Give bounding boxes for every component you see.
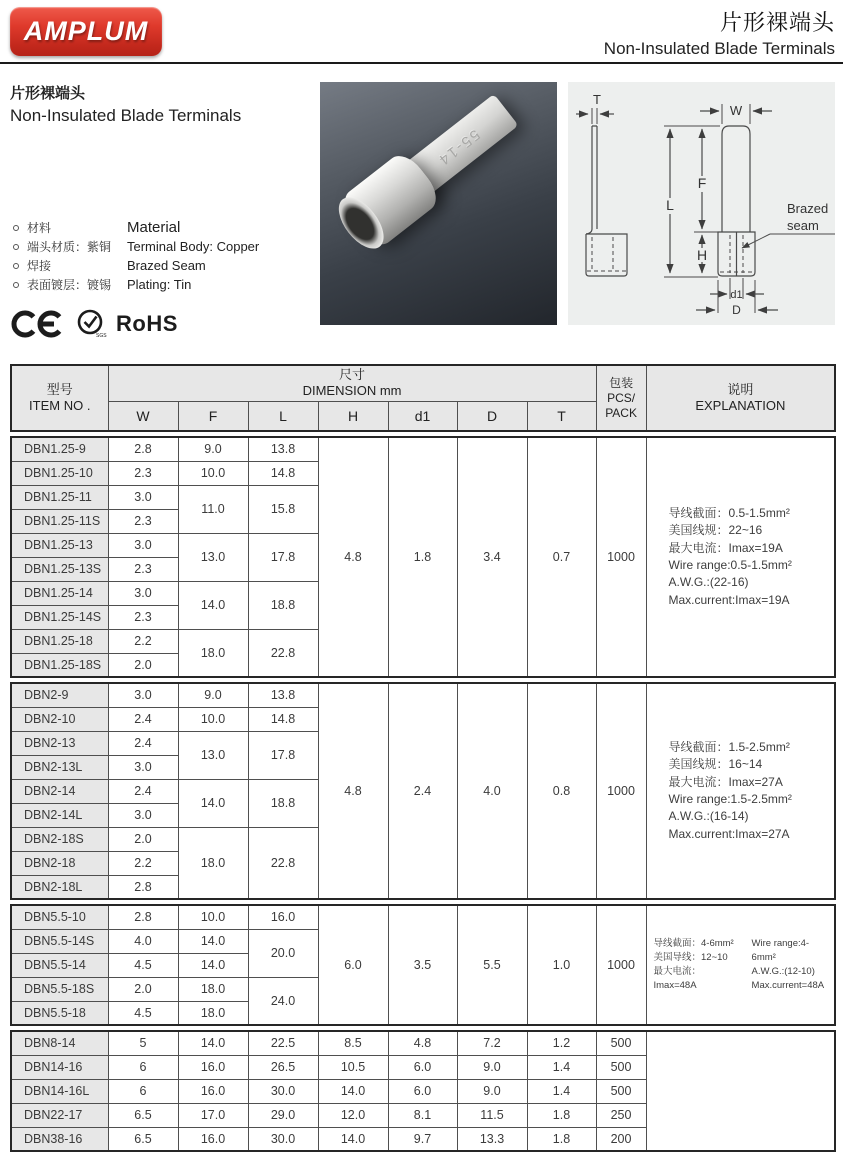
dim-label-l: L [666, 197, 674, 213]
material-cn: 端头材质：紫铜 [27, 240, 112, 254]
table-row [11, 437, 835, 461]
item-no-cell: DBN1.25-14 [11, 581, 108, 605]
value-cell: 1.8 [527, 1103, 596, 1127]
item-no-cell: DBN2-18S [11, 827, 108, 851]
material-cn: 材料 [27, 221, 52, 235]
value-cell: 26.5 [248, 1055, 318, 1079]
section-title-en: Non-Insulated Blade Terminals [10, 106, 242, 125]
value-cell: 3.0 [108, 581, 178, 605]
value-cell: 9.7 [388, 1127, 457, 1151]
col-header-pack: 包装 PCS/ PACK [596, 365, 646, 431]
item-no-cell: DBN1.25-13S [11, 557, 108, 581]
value-cell: 3.0 [108, 683, 178, 707]
bullet-icon [13, 225, 19, 231]
col-header-dimension: 尺寸 DIMENSION mm [108, 365, 596, 401]
col-header-h: H [318, 401, 388, 431]
value-cell: 5.5 [457, 905, 527, 1025]
material-row [10, 218, 310, 237]
spec-table-zone [10, 360, 834, 1152]
col-header-d1: d1 [388, 401, 457, 431]
value-cell: 10.5 [318, 1055, 388, 1079]
item-no-cell: DBN1.25-11S [11, 509, 108, 533]
value-cell: 2.4 [108, 731, 178, 755]
item-no-cell: DBN14-16 [11, 1055, 108, 1079]
dim-label-d1: d1 [730, 289, 743, 301]
value-cell: 14.0 [178, 1031, 248, 1055]
item-no-cell: DBN5.5-10 [11, 905, 108, 929]
material-cn: 表面镀层：镀锡 [27, 278, 112, 292]
value-cell: 2.0 [108, 653, 178, 677]
spec-table-header [10, 364, 836, 432]
value-cell: 6.5 [108, 1103, 178, 1127]
value-cell: 6.5 [108, 1127, 178, 1151]
value-cell: 6 [108, 1079, 178, 1103]
value-cell: 14.8 [248, 461, 318, 485]
value-cell: 9.0 [457, 1055, 527, 1079]
value-cell: 1.8 [527, 1127, 596, 1151]
value-cell: 11.0 [178, 485, 248, 533]
value-cell: 18.8 [248, 581, 318, 629]
value-cell: 16.0 [248, 905, 318, 929]
sgs-cert-icon [75, 308, 107, 340]
item-no-cell: DBN1.25-11 [11, 485, 108, 509]
col-header-t: T [527, 401, 596, 431]
explanation-cell: 导线截面：4-6mm² 美国导线：12~10 最大电流：Imax=48A Wire range:4-6mm² A.W.G.:(12-10) Max.current=48A [646, 905, 835, 1025]
value-cell: 14.0 [318, 1079, 388, 1103]
value-cell: 6 [108, 1055, 178, 1079]
explanation-cell: 导线截面：1.5-2.5mm² 美国线规：16~14 最大电流：Imax=27A Wire range:1.5-2.5mm² A.W.G.:(16-14) Max.current:Imax=27A [646, 683, 835, 899]
value-cell: 6.0 [388, 1055, 457, 1079]
terminal-engraving: 55-14 [433, 125, 483, 169]
value-cell: 8.5 [318, 1031, 388, 1055]
certification-marks [10, 308, 310, 340]
value-cell: 30.0 [248, 1127, 318, 1151]
page-header [0, 0, 843, 64]
value-cell: 13.8 [248, 683, 318, 707]
doc-title-en: Non-Insulated Blade Terminals [603, 39, 835, 58]
value-cell: 1000 [596, 905, 646, 1025]
value-cell: 3.0 [108, 755, 178, 779]
table-groups [10, 436, 834, 1152]
spec-table-group [10, 682, 836, 900]
value-cell: 4.8 [318, 683, 388, 899]
dim-label-f: F [697, 175, 707, 191]
value-cell: 18.8 [248, 779, 318, 827]
value-cell: 20.0 [248, 929, 318, 977]
item-no-cell: DBN22-17 [11, 1103, 108, 1127]
item-no-cell: DBN38-16 [11, 1127, 108, 1151]
value-cell: 13.0 [178, 731, 248, 779]
explanation-cell: 导线截面：0.5-1.5mm² 美国线规：22~16 最大电流：Imax=19A Wire range:0.5-1.5mm² A.W.G.:(22-16) Max.current:Imax=19A [646, 437, 835, 677]
value-cell: 2.3 [108, 605, 178, 629]
intro-section [0, 64, 843, 360]
dim-label-w: W [729, 103, 743, 118]
item-no-cell: DBN2-14L [11, 803, 108, 827]
product-photo [320, 82, 557, 325]
col-header-w: W [108, 401, 178, 431]
bullet-icon [13, 244, 19, 250]
brand-logo-text: AMPLUM [23, 16, 149, 46]
value-cell: 18.0 [178, 629, 248, 677]
value-cell: 24.0 [248, 977, 318, 1025]
item-no-cell: DBN1.25-14S [11, 605, 108, 629]
value-cell: 0.7 [527, 437, 596, 677]
value-cell: 2.0 [108, 827, 178, 851]
value-cell: 10.0 [178, 905, 248, 929]
brazed-seam-label: Brazed [787, 201, 829, 216]
material-en: Plating: Tin [127, 277, 192, 292]
value-cell: 9.0 [178, 437, 248, 461]
value-cell: 2.0 [108, 977, 178, 1001]
value-cell: 6.0 [388, 1079, 457, 1103]
value-cell: 2.4 [388, 683, 457, 899]
value-cell: 4.0 [457, 683, 527, 899]
value-cell: 500 [596, 1055, 646, 1079]
value-cell: 2.3 [108, 557, 178, 581]
item-no-cell: DBN5.5-18S [11, 977, 108, 1001]
value-cell: 2.3 [108, 509, 178, 533]
spec-table-group [10, 1030, 836, 1152]
value-cell: 2.8 [108, 875, 178, 899]
value-cell: 14.0 [178, 581, 248, 629]
value-cell: 2.8 [108, 905, 178, 929]
col-header-d: D [457, 401, 527, 431]
value-cell: 15.8 [248, 485, 318, 533]
value-cell: 18.0 [178, 827, 248, 899]
value-cell: 4.0 [108, 929, 178, 953]
value-cell: 3.5 [388, 905, 457, 1025]
item-no-cell: DBN8-14 [11, 1031, 108, 1055]
material-en: Material [127, 219, 181, 236]
item-no-cell: DBN1.25-13 [11, 533, 108, 557]
value-cell: 12.0 [318, 1103, 388, 1127]
value-cell: 14.0 [178, 953, 248, 977]
value-cell: 13.0 [178, 533, 248, 581]
brazed-seam-label: seam [787, 218, 819, 233]
col-header-item: 型号 ITEM NO . [11, 365, 108, 431]
value-cell: 2.2 [108, 851, 178, 875]
value-cell: 1.4 [527, 1079, 596, 1103]
table-row [11, 905, 835, 929]
value-cell: 16.0 [178, 1127, 248, 1151]
value-cell: 6.0 [318, 905, 388, 1025]
ce-mark-icon [10, 309, 66, 339]
spec-table-group [10, 436, 836, 678]
dim-label-d: D [732, 303, 741, 317]
value-cell: 22.8 [248, 827, 318, 899]
value-cell: 5 [108, 1031, 178, 1055]
value-cell: 500 [596, 1031, 646, 1055]
value-cell: 22.8 [248, 629, 318, 677]
value-cell: 2.4 [108, 779, 178, 803]
spec-table-group [10, 904, 836, 1026]
value-cell: 200 [596, 1127, 646, 1151]
value-cell: 2.8 [108, 437, 178, 461]
value-cell: 2.3 [108, 461, 178, 485]
value-cell: 500 [596, 1079, 646, 1103]
value-cell: 14.0 [178, 929, 248, 953]
item-no-cell: DBN2-13 [11, 731, 108, 755]
dim-label-t: T [593, 92, 601, 107]
value-cell: 17.8 [248, 731, 318, 779]
material-row [10, 237, 310, 256]
value-cell: 1.0 [527, 905, 596, 1025]
item-no-cell: DBN1.25-10 [11, 461, 108, 485]
value-cell: 9.0 [178, 683, 248, 707]
bullet-icon [13, 282, 19, 288]
item-no-cell: DBN1.25-9 [11, 437, 108, 461]
rohs-label: RoHS [116, 311, 178, 336]
value-cell: 16.0 [178, 1055, 248, 1079]
col-header-explanation: 说明 EXPLANATION [646, 365, 835, 431]
table-row [11, 683, 835, 707]
svg-text:SGS: SGS [96, 333, 107, 339]
value-cell: 18.0 [178, 1001, 248, 1025]
item-no-cell: DBN2-9 [11, 683, 108, 707]
value-cell: 3.4 [457, 437, 527, 677]
value-cell: 18.0 [178, 977, 248, 1001]
item-no-cell: DBN14-16L [11, 1079, 108, 1103]
material-cn: 焊接 [27, 259, 52, 273]
value-cell: 1000 [596, 683, 646, 899]
value-cell: 4.5 [108, 953, 178, 977]
col-header-f: F [178, 401, 248, 431]
value-cell: 250 [596, 1103, 646, 1127]
explanation-cell [646, 1031, 835, 1151]
item-no-cell: DBN2-18 [11, 851, 108, 875]
item-no-cell: DBN5.5-14 [11, 953, 108, 977]
dim-label-h: H [696, 247, 708, 263]
value-cell: 10.0 [178, 707, 248, 731]
value-cell: 7.2 [457, 1031, 527, 1055]
material-row [10, 275, 310, 294]
brand-logo [10, 7, 162, 56]
value-cell: 9.0 [457, 1079, 527, 1103]
blade-terminal-image [335, 82, 529, 253]
intro-left [10, 82, 310, 340]
value-cell: 16.0 [178, 1079, 248, 1103]
item-no-cell: DBN5.5-14S [11, 929, 108, 953]
value-cell: 0.8 [527, 683, 596, 899]
header-titles [604, 6, 835, 59]
table-header-row [11, 365, 835, 401]
dimension-diagram [568, 82, 835, 325]
value-cell: 22.5 [248, 1031, 318, 1055]
value-cell: 10.0 [178, 461, 248, 485]
value-cell: 13.8 [248, 437, 318, 461]
item-no-cell: DBN2-18L [11, 875, 108, 899]
value-cell: 14.0 [178, 779, 248, 827]
material-list [10, 218, 310, 294]
value-cell: 30.0 [248, 1079, 318, 1103]
value-cell: 1.8 [388, 437, 457, 677]
material-en: Brazed Seam [127, 258, 206, 273]
value-cell: 4.8 [318, 437, 388, 677]
value-cell: 3.0 [108, 803, 178, 827]
value-cell: 14.0 [318, 1127, 388, 1151]
value-cell: 29.0 [248, 1103, 318, 1127]
col-header-l: L [248, 401, 318, 431]
item-no-cell: DBN1.25-18S [11, 653, 108, 677]
value-cell: 2.2 [108, 629, 178, 653]
item-no-cell: DBN2-13L [11, 755, 108, 779]
value-cell: 8.1 [388, 1103, 457, 1127]
value-cell: 13.3 [457, 1127, 527, 1151]
item-no-cell: DBN5.5-18 [11, 1001, 108, 1025]
value-cell: 1.2 [527, 1031, 596, 1055]
section-title-cn: 片形裸端头 [10, 85, 86, 102]
value-cell: 17.0 [178, 1103, 248, 1127]
value-cell: 11.5 [457, 1103, 527, 1127]
item-no-cell: DBN2-14 [11, 779, 108, 803]
value-cell: 3.0 [108, 485, 178, 509]
value-cell: 4.5 [108, 1001, 178, 1025]
material-en: Terminal Body: Copper [127, 239, 260, 254]
value-cell: 1000 [596, 437, 646, 677]
value-cell: 1.4 [527, 1055, 596, 1079]
bullet-icon [13, 263, 19, 269]
value-cell: 4.8 [388, 1031, 457, 1055]
item-no-cell: DBN2-10 [11, 707, 108, 731]
value-cell: 2.4 [108, 707, 178, 731]
table-row [11, 1031, 835, 1055]
value-cell: 3.0 [108, 533, 178, 557]
material-row [10, 256, 310, 275]
doc-title-cn: 片形裸端头 [719, 10, 835, 35]
value-cell: 14.8 [248, 707, 318, 731]
item-no-cell: DBN1.25-18 [11, 629, 108, 653]
value-cell: 17.8 [248, 533, 318, 581]
